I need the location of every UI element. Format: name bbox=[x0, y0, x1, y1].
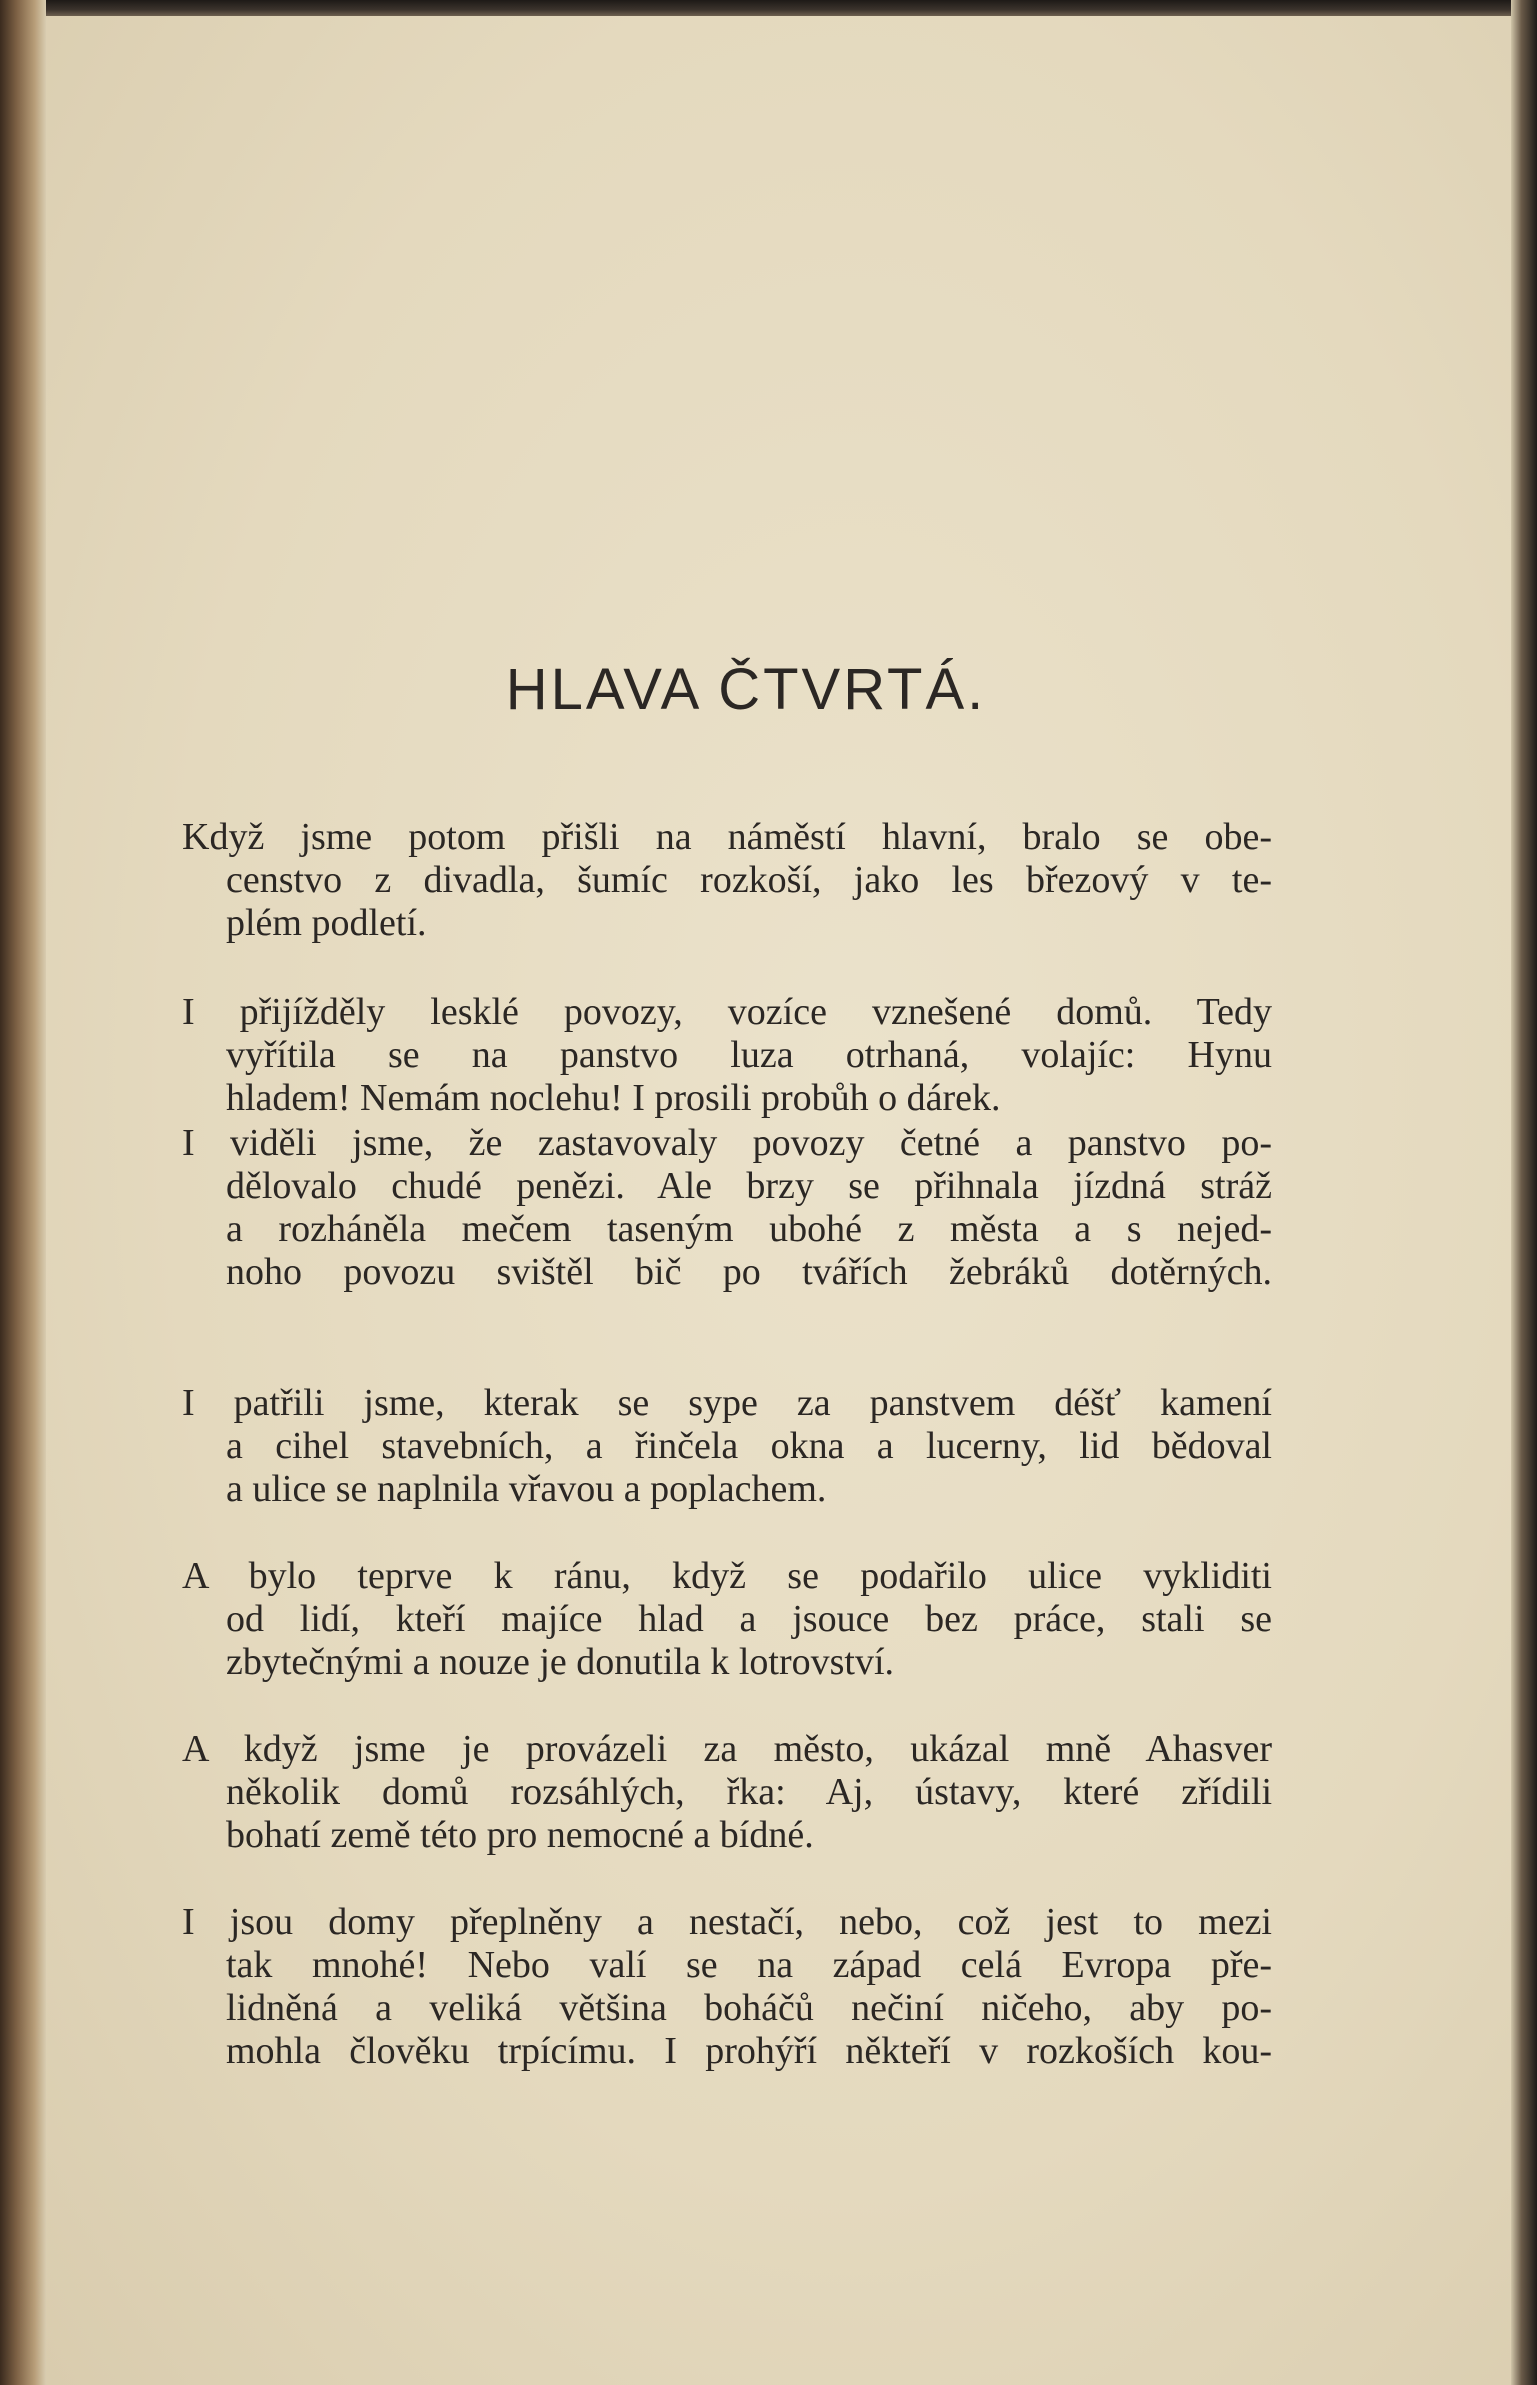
text-line: A bylo teprve k ránu, když se podařilo ulice vykliditi bbox=[182, 1555, 1272, 1597]
text-line: I viděli jsme, že zastavovaly povozy četné a panstvo po- bbox=[182, 1122, 1272, 1164]
text-line: hladem! Nemám noclehu! I prosili probůh o dárek. bbox=[226, 1077, 1001, 1119]
text-line: I přijížděly lesklé povozy, vozíce vznešené domů. Tedy bbox=[182, 991, 1272, 1033]
chapter-heading: HLAVA ČTVRTÁ. bbox=[505, 657, 987, 722]
text-line: a cihel stavebních, a řinčela okna a lucerny, lid bědoval bbox=[226, 1425, 1272, 1467]
text-line: I jsou domy přeplněny a nestačí, nebo, což jest to mezi bbox=[182, 1901, 1272, 1943]
text-line: mohla člověku trpícímu. I prohýří někteří v rozkoších kou- bbox=[226, 2030, 1272, 2072]
page-right-edge bbox=[1511, 0, 1537, 2385]
text-line: I patřili jsme, kterak se sype za panstvem déšť kamení bbox=[182, 1382, 1272, 1424]
text-line: bohatí země této pro nemocné a bídné. bbox=[226, 1814, 814, 1856]
text-line: vyřítila se na panstvo luza otrhaná, volajíc: Hynu bbox=[226, 1034, 1272, 1076]
text-line: a ulice se naplnila vřavou a poplachem. bbox=[226, 1468, 827, 1510]
text-line: a rozháněla mečem taseným ubohé z města a s nejed- bbox=[226, 1208, 1272, 1250]
text-line: tak mnohé! Nebo valí se na západ celá Evropa pře- bbox=[226, 1944, 1272, 1986]
book-spine-edge bbox=[0, 0, 46, 2385]
paragraph-7 bbox=[182, 1901, 1272, 2073]
text-line: A když jsme je provázeli za město, ukázal mně Ahasver bbox=[182, 1728, 1272, 1770]
paragraph-3 bbox=[182, 1122, 1272, 1294]
text-line: zbytečnými a nouze je donutila k lotrovství. bbox=[226, 1641, 895, 1683]
paragraph-1 bbox=[182, 816, 1272, 945]
text-line: noho povozu svištěl bič po tvářích žebráků dotěrných. bbox=[226, 1251, 1272, 1293]
page-top-edge bbox=[0, 0, 1537, 16]
paragraph-2 bbox=[182, 991, 1272, 1120]
paragraph-4 bbox=[182, 1382, 1272, 1511]
text-line: plém podletí. bbox=[226, 902, 427, 944]
text-line: několik domů rozsáhlých, řka: Aj, ústavy, které zřídili bbox=[226, 1771, 1272, 1813]
page-body bbox=[46, 16, 1511, 2385]
text-line: dělovalo chudé penězi. Ale brzy se přihnala jízdná stráž bbox=[226, 1165, 1272, 1207]
text-line: od lidí, kteří majíce hlad a jsouce bez práce, stali se bbox=[226, 1598, 1272, 1640]
paragraph-6 bbox=[182, 1728, 1272, 1857]
paragraph-5 bbox=[182, 1555, 1272, 1684]
text-line: censtvo z divadla, šumíc rozkoší, jako les březový v te- bbox=[226, 859, 1272, 901]
text-line: Když jsme potom přišli na náměstí hlavní, bralo se obe- bbox=[182, 816, 1272, 858]
text-line: lidněná a veliká většina boháčů nečiní ničeho, aby po- bbox=[226, 1987, 1272, 2029]
